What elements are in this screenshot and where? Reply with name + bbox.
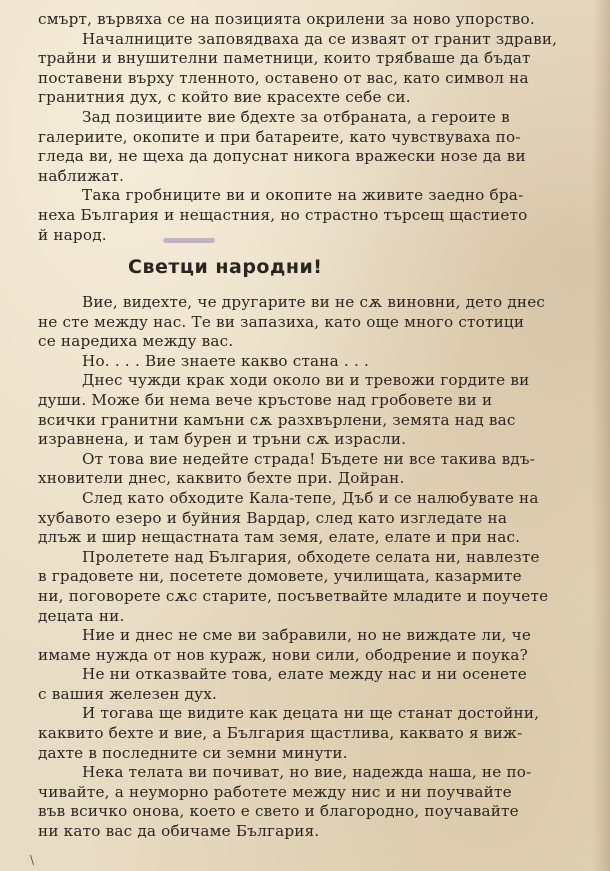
text-line: ни, поговорете сѫс старите, посъветвайте младите и поучете xyxy=(38,586,549,605)
text-line: Зад позициите вие бдехте за отбраната, а героите в xyxy=(82,107,510,126)
text-line: Но. . . . Вие знаете какво стана . . . xyxy=(82,351,370,370)
text-line: Така гробниците ви и окопите на живите заедно бра- xyxy=(82,186,524,205)
text-line: смърт, вървяха се на позицията окрилени за ново упорство. xyxy=(38,10,535,28)
section-heading: Светци народни! xyxy=(128,256,323,278)
text-line: изравнена, и там бурен и тръни сѫ израсли. xyxy=(38,430,407,449)
text-line: Нека телата ви почиват, но вие, надежда наша, не по- xyxy=(82,763,532,782)
text-line: в градовете ни, посетете домовете, училищата, казармите xyxy=(38,567,522,586)
text-line: гледа ви, не щеха да допуснат никога вражески нозе да ви xyxy=(38,147,526,166)
text-line: във всичко онова, което е свето и благородно, поучавайте xyxy=(38,802,519,821)
ink-smudge xyxy=(163,238,215,243)
text-line: дахте в последните си земни минути. xyxy=(38,743,348,762)
text-line: чивайте, а неуморно работете между нис и ни поучвайте xyxy=(38,782,512,801)
text-line: всички гранитни камъни сѫ разхвърлени, земята над вас xyxy=(38,410,516,429)
text-line: души. Може би нема вече кръстове над гробовете ви и xyxy=(38,390,493,409)
intro-paragraphs xyxy=(38,10,586,245)
text-line: Не ни отказвайте това, елате между нас и ни осенете xyxy=(82,665,527,684)
text-line: не сте между нас. Те ви запазиха, като още много стотици xyxy=(38,312,525,331)
text-line: с вашия железен дух. xyxy=(38,684,218,703)
text-line: ни като вас да обичаме България. xyxy=(38,822,320,841)
text-line: каквито бехте и вие, а България щастлива, каквато я виж- xyxy=(38,724,523,743)
margin-pencil-mark: \ xyxy=(30,853,35,867)
text-line: поставени върху тленното, оставено от вас, като символ на xyxy=(38,68,529,87)
text-line: децата ни. xyxy=(38,606,125,625)
text-line: наближат. xyxy=(38,166,125,185)
main-paragraphs xyxy=(38,293,586,842)
text-line: Началниците заповядваха да се изваят от гранит здрави, xyxy=(82,29,558,48)
text-line: Пролетете над България, обходете селата ни, навлезте xyxy=(82,547,540,566)
text-line: хновители днес, каквито бехте при. Дойран. xyxy=(38,469,405,488)
text-line: След като обходите Кала-тепе, Дъб и се налюбувате на xyxy=(82,488,539,507)
text-line: длъж и шир нещастната там земя, елате, елате и при нас. xyxy=(38,528,521,547)
text-line: хубавото езеро и буйния Вардар, след като изгледате на xyxy=(38,508,508,527)
text-line: гранитния дух, с който вие красехте себе си. xyxy=(38,88,411,107)
text-line: й народ. xyxy=(38,225,107,244)
page-edge-shadow xyxy=(592,0,610,871)
text-line: трайни и внушителни паметници, които трябваше да бъдат xyxy=(38,49,531,68)
text-line: неха България и нещастния, но страстно търсещ щастието xyxy=(38,205,528,224)
text-line: Днес чужди крак ходи около ви и тревожи гордите ви xyxy=(82,371,530,390)
text-line: От това вие недейте страда! Бъдете ни все такива вдъ- xyxy=(82,449,536,468)
text-line: Вие, видехте, че другарите ви не сѫ виновни, дето днес xyxy=(82,293,546,311)
text-line: имаме нужда от нов кураж, нови сили, ободрение и поука? xyxy=(38,645,528,664)
text-line: се наредиха между вас. xyxy=(38,332,234,351)
text-line: И тогава ще видите как децата ни ще станат достойни, xyxy=(82,704,540,723)
text-line: Ние и днес не сме ви забравили, но не виждате ли, че xyxy=(82,626,532,645)
text-line: галериите, окопите и при батареите, като чувствуваха по- xyxy=(38,127,521,146)
